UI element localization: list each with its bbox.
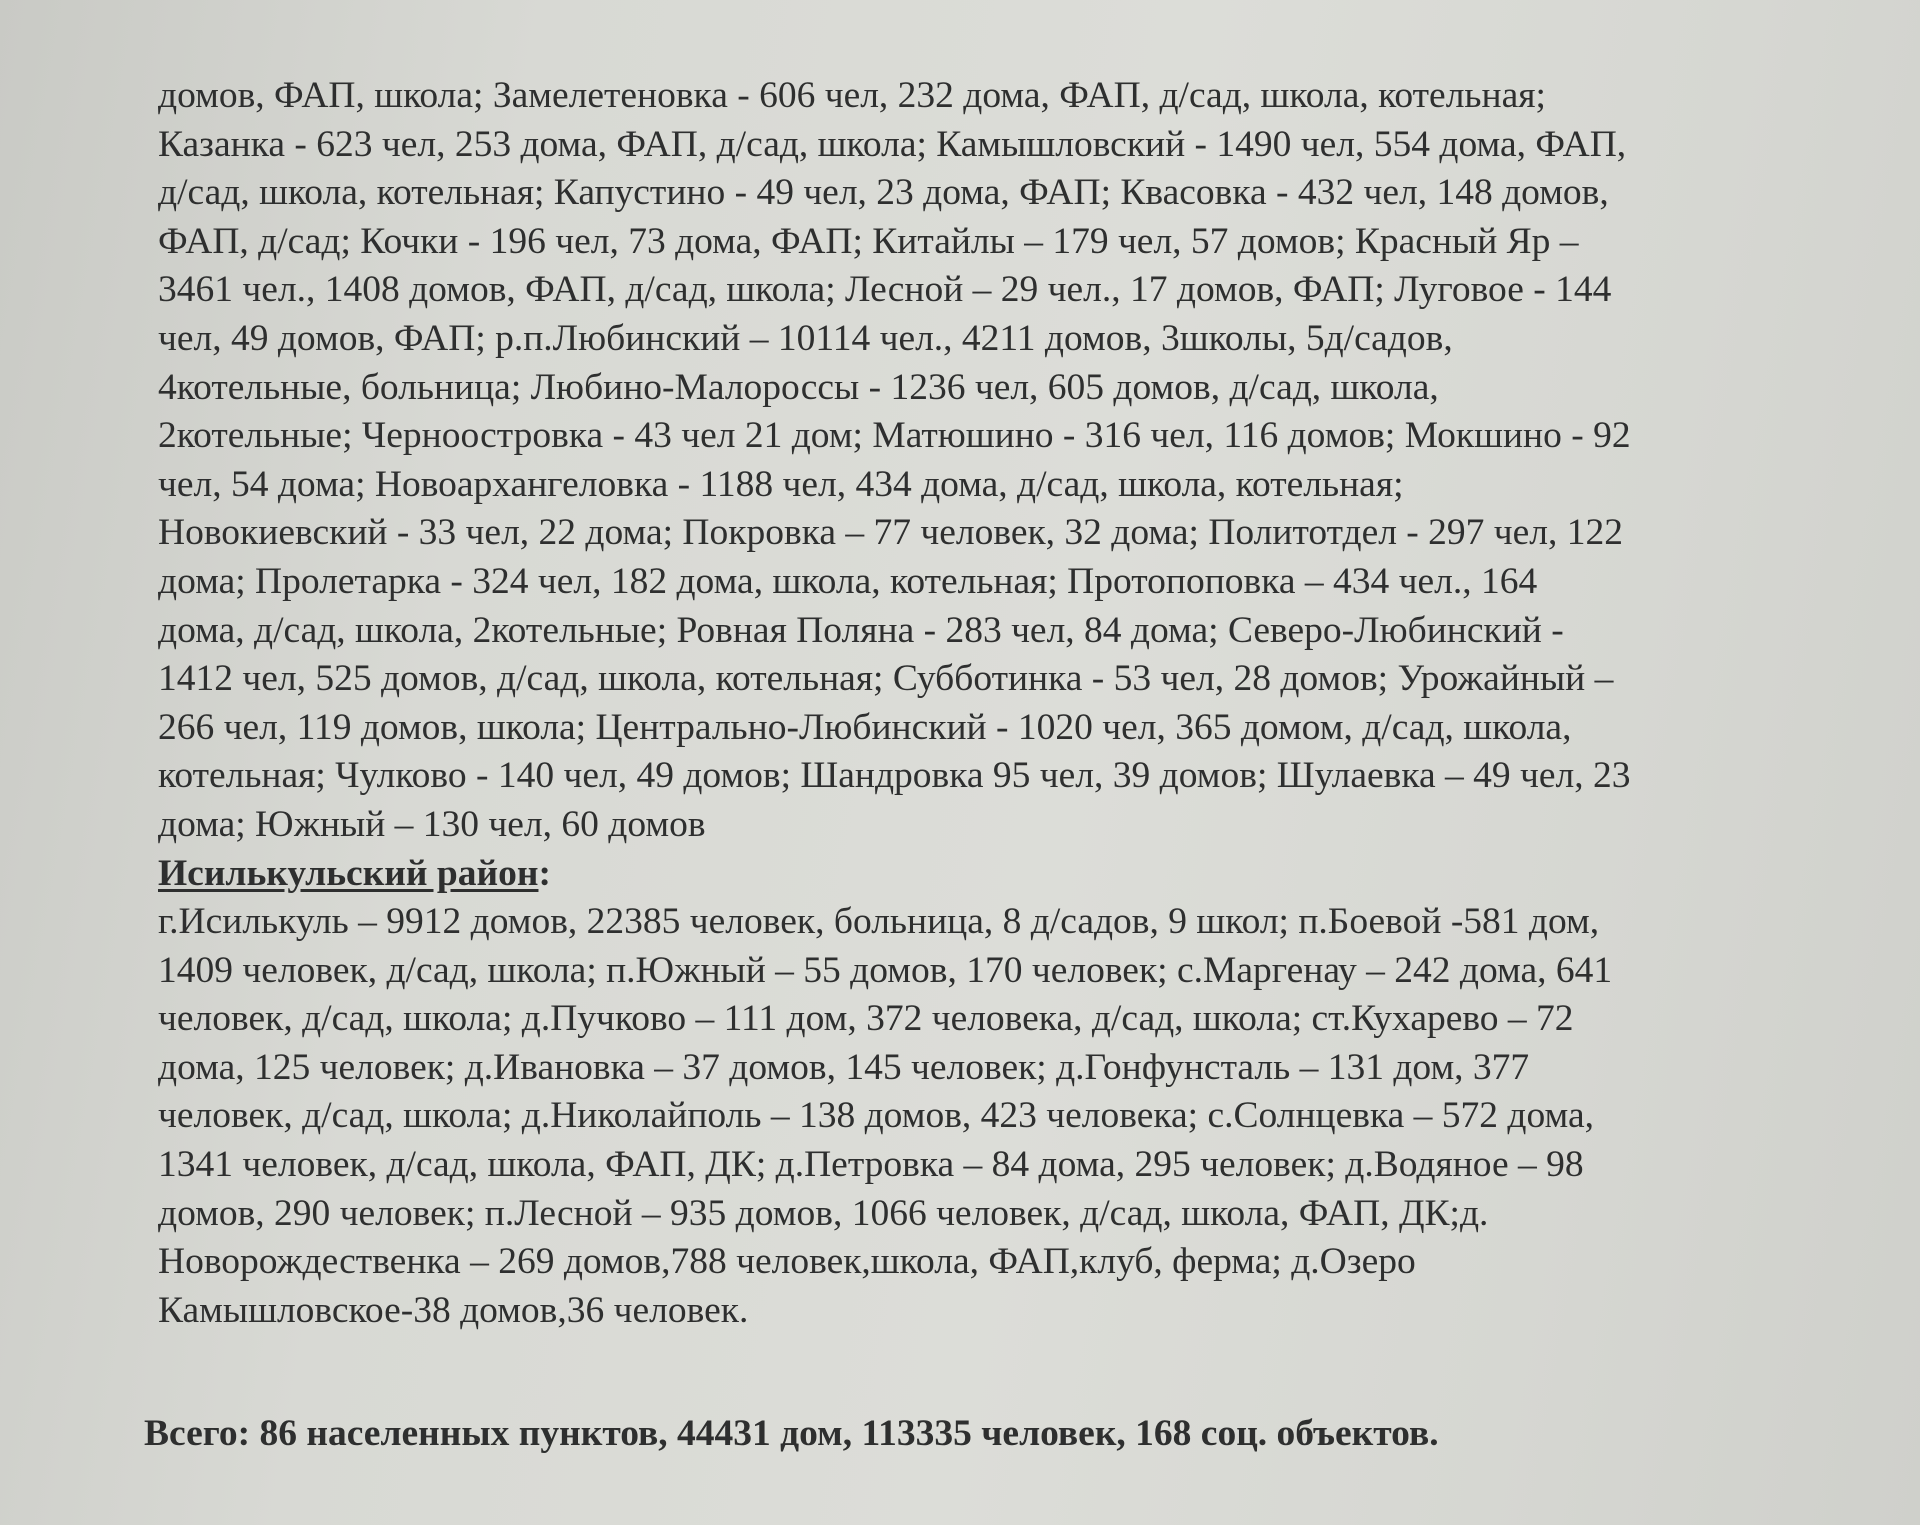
text-line: дома, 125 человек; д.Ивановка – 37 домов, 145 человек; д.Гонфунсталь – 131 дом, 377 bbox=[158, 1046, 1530, 1088]
text-line: дома, д/сад, школа, 2котельные; Ровная Поляна - 283 чел, 84 дома; Северо-Любинский - bbox=[158, 609, 1564, 651]
text-line: домов, 290 человек; п.Лесной – 935 домов, 1066 человек, д/сад, школа, ФАП, ДК;д. bbox=[158, 1192, 1489, 1234]
text-line: д/сад, школа, котельная; Капустино - 49 чел, 23 дома, ФАП; Квасовка - 432 чел, 148 домов, bbox=[158, 172, 1609, 214]
section-heading-colon: : bbox=[538, 852, 551, 894]
text-line: домов, ФАП, школа; Замелетеновка - 606 чел, 232 дома, ФАП, д/сад, школа, котельная; bbox=[158, 75, 1546, 116]
document-body bbox=[158, 72, 1858, 1335]
text-line: чел, 49 домов, ФАП; р.п.Любинский – 10114 чел., 4211 домов, 3школы, 5д/садов, bbox=[158, 317, 1453, 359]
section-heading-text: Исилькульский район bbox=[158, 852, 539, 894]
text-line: 266 чел, 119 домов, школа; Центрально-Любинский - 1020 чел, 365 домом, д/сад, школа, bbox=[158, 706, 1572, 748]
text-line: Новокиевский - 33 чел, 22 дома; Покровка – 77 человек, 32 дома; Политотдел - 297 чел, 122 bbox=[158, 512, 1624, 554]
text-line: дома; Южный – 130 чел, 60 домов bbox=[158, 803, 706, 845]
total-summary: Всего: 86 населенных пунктов, 44431 дом, 113335 человек, 168 соц. объектов. bbox=[144, 1413, 1439, 1454]
text-line: ФАП, д/сад; Кочки - 196 чел, 73 дома, ФАП; Китайлы – 179 чел, 57 домов; Красный Яр – bbox=[158, 220, 1579, 262]
text-line: Новорождественка – 269 домов,788 человек,школа, ФАП,клуб, ферма; д.Озеро bbox=[158, 1241, 1416, 1283]
text-line: чел, 54 дома; Новоархангеловка - 1188 чел, 434 дома, д/сад, школа, котельная; bbox=[158, 463, 1404, 505]
text-line: 1341 человек, д/сад, школа, ФАП, ДК; д.Петровка – 84 дома, 295 человек; д.Водяное – 98 bbox=[158, 1144, 1584, 1186]
text-line: Казанка - 623 чел, 253 дома, ФАП, д/сад, школа; Камышловский - 1490 чел, 554 дома, ФАП, bbox=[158, 123, 1627, 165]
text-line: дома; Пролетарка - 324 чел, 182 дома, школа, котельная; Протопоповка – 434 чел., 164 bbox=[158, 560, 1538, 602]
text-line: г.Исилькуль – 9912 домов, 22385 человек, больница, 8 д/садов, 9 школ; п.Боевой -581 дом, bbox=[158, 901, 1600, 943]
section-heading bbox=[158, 850, 1858, 899]
text-line: котельная; Чулково - 140 чел, 49 домов; Шандровка 95 чел, 39 домов; Шулаевка – 49 чел, 23 bbox=[158, 755, 1631, 797]
text-line: 4котельные, больница; Любино-Малороссы - 1236 чел, 605 домов, д/сад, школа, bbox=[158, 366, 1439, 408]
text-line: 3461 чел., 1408 домов, ФАП, д/сад, школа; Лесной – 29 чел., 17 домов, ФАП; Луговое - 144 bbox=[158, 269, 1612, 311]
text-line: 2котельные; Черноостровка - 43 чел 21 дом; Матюшино - 316 чел, 116 домов; Мокшино - 92 bbox=[158, 415, 1631, 457]
text-line: Камышловское-38 домов,36 человек. bbox=[158, 1289, 749, 1331]
text-line: 1412 чел, 525 домов, д/сад, школа, котельная; Субботинка - 53 чел, 28 домов; Урожайный – bbox=[158, 658, 1614, 700]
text-line: человек, д/сад, школа; д.Николайполь – 138 домов, 423 человека; с.Солнцевка – 572 дома, bbox=[158, 1095, 1594, 1137]
text-line: 1409 человек, д/сад, школа; п.Южный – 55 домов, 170 человек; с.Маргенау – 242 дома, 641 bbox=[158, 949, 1613, 991]
text-line: человек, д/сад, школа; д.Пучково – 111 дом, 372 человека, д/сад, школа; ст.Кухарево – 72 bbox=[158, 998, 1574, 1040]
